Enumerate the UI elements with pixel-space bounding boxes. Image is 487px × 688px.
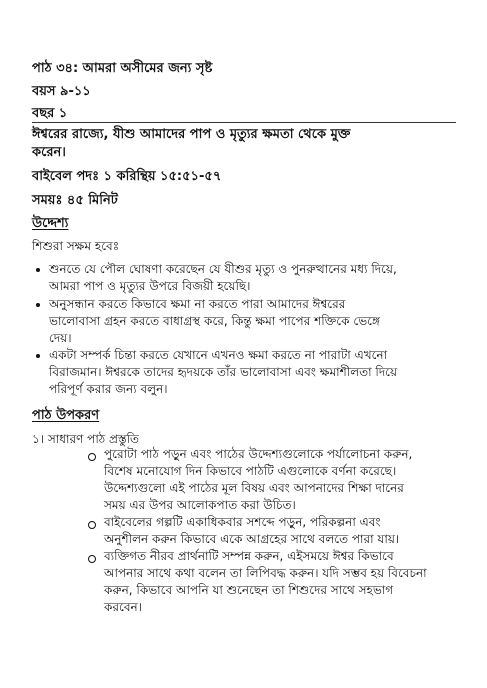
bible-passage: বাইবেল পদঃ ১ করিন্থিয় ১৫:৫১-৫৭ xyxy=(32,169,222,184)
objective-1-line-1: শুনতে যে পৌল ঘোষণা করেছেন যে যীশুর মৃত্যু ও পুনরুত্থানের মধ্য দিয়ে, xyxy=(49,262,397,276)
main-heading-line-1: ঈশ্বরের রাজ্যে, যীশু আমাদের পাপ ও মৃত্যুর ক্ষমতা থেকে মুক্ত xyxy=(32,127,351,142)
objective-2-line-3: দেয়। xyxy=(49,331,72,345)
material-1-line-2: বিশেষ মনোযোগ দিন কিভাবে পাঠটি এগুলোকে বর্ণনা করেছে। xyxy=(104,464,397,478)
material-3-line-2: আপনার সাথে কথা বলেন তা লিপিবদ্ধ করুন। যদি সম্ভব হয় বিবেচনা xyxy=(104,566,427,580)
year-label: বছর ১ xyxy=(32,106,68,121)
lesson-duration: সময়ঃ ৪৫ মিনিট xyxy=(32,193,118,208)
material-3-line-3: করুন, কিভাবে আপনি যা শুনেছেন তা শিশুদের সাথে সহভাগ xyxy=(104,583,394,597)
materials-subheading: ১। সাধারণ পাঠ প্রস্তুতি xyxy=(32,432,140,446)
materials-heading: পাঠ উপকরণ xyxy=(32,408,100,423)
material-1-line-1: পুরোটা পাঠ পড়ুন এবং পাঠের উদ্দেশ্যগুলোকে পর্যালোচনা করুন, xyxy=(104,447,413,461)
material-2-line-2: অনুশীলন করুন কিভাবে একে আগ্রহের সাথে বলতে পারা যায়। xyxy=(104,532,400,546)
circle-bullet-icon xyxy=(88,453,96,461)
age-range: বয়স ৯-১১ xyxy=(32,84,91,99)
objective-1-line-2: আমরা পাপ ও মৃত্যুর উপরে বিজয়ী হয়েছি। xyxy=(49,279,251,293)
objective-3-line-1: একটা সম্পর্ক চিন্তা করতে যেখানে এখনও ক্ষমা করতে না পারাটা এখনো xyxy=(49,348,388,362)
objectives-intro: শিশুরা সক্ষম হবেঃ xyxy=(32,239,120,253)
circle-bullet-icon xyxy=(88,555,96,563)
material-2-line-1: বাইবেলের গল্পটি একাধিকবার সশব্দে পড়ুন, পরিকল্পনা এবং xyxy=(104,515,381,529)
bullet-icon xyxy=(36,268,40,272)
objective-2-line-1: অনুসন্ধান করতে কিভাবে ক্ষমা না করতে পারা আমাদের ঈশ্বরের xyxy=(49,297,346,311)
bullet-icon xyxy=(36,354,40,358)
lesson-title: পাঠ ৩৪: আমরা অসীমের জন্য সৃষ্ট xyxy=(32,61,213,76)
objective-3-line-2: বিরাজমান। ঈশ্বরকে তাদের হৃদয়কে তাঁর ভালোবাসা এবং ক্ষমাশীলতা দিয়ে xyxy=(49,365,398,379)
objective-3-line-3: পরিপূর্ণ করার জন্য বলুন। xyxy=(49,382,168,396)
heading-divider xyxy=(32,122,456,123)
objectives-heading: উদ্দেশ্য xyxy=(32,216,69,231)
material-1-line-3: উদ্দেশ্যগুলো এই পাঠের মূল বিষয় এবং আপনাদের শিক্ষা দানের xyxy=(104,481,404,495)
objective-2-line-2: ভালোবাসা গ্রহন করতে বাধাগ্রস্থ করে, কিন্তু ক্ষমা পাপের শক্তিকে ভেঙ্গে xyxy=(49,314,380,328)
material-1-line-4: সময় এর উপর আলোকপাত করা উচিত। xyxy=(104,498,296,512)
material-3-line-1: ব্যক্তিগত নীরব প্রার্থনাটি সম্পন্ন করুন, এইসময়ে ঈশ্বর কিভাবে xyxy=(104,549,394,563)
material-3-line-4: করবেন। xyxy=(104,600,142,614)
main-heading-line-2: করেন। xyxy=(32,145,66,160)
circle-bullet-icon xyxy=(88,521,96,529)
bullet-icon xyxy=(36,303,40,307)
